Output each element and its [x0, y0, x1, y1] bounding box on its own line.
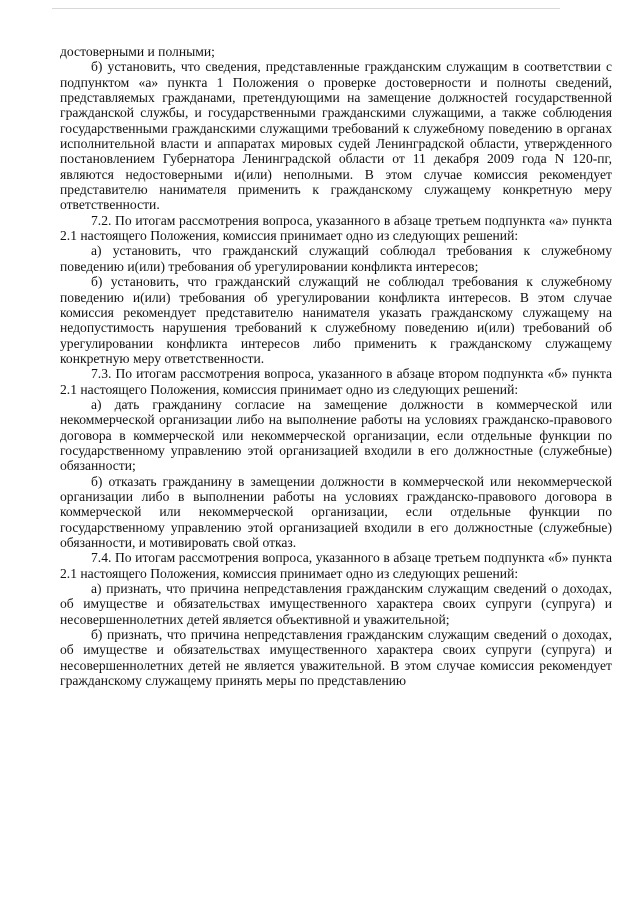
- paragraph-7-3-a: а) дать гражданину согласие на замещение должности в коммерческой или некоммерческой организации либо на выполнение работы на условиях гражданско-правового договора в коммерческой или некоммерческой организации, если отдельные функции по государственному управлению этой организацией входили в его должностные (служебные) обязанности;: [60, 396, 612, 474]
- scan-top-rule: [52, 8, 560, 9]
- paragraph-7-3: 7.3. По итогам рассмотрения вопроса, указанного в абзаце втором подпункта «б» пункта 2.1 настоящего Положения, комиссия принимает одно из следующих решений:: [60, 366, 612, 397]
- paragraph-7-3-b: б) отказать гражданину в замещении должности в коммерческой или некоммерческой организации либо в выполнении работы на условиях гражданско-правового договора в коммерческой или некоммерческой организации, если отдельные функции по государственному управлению этой организацией входили в его должностные (служебные) обязанности, и мотивировать свой отказ.: [60, 473, 612, 550]
- paragraph-7-4: 7.4. По итогам рассмотрения вопроса, указанного в абзаце третьем подпункта «б» пункта 2.1 настоящего Положения, комиссия принимает одно из следующих решений:: [60, 550, 612, 581]
- paragraph-7-4-a: а) признать, что причина непредставления гражданским служащим сведений о доходах, об имуществе и обязательствах имущественного характера своих супруги (супруга) и несовершеннолетних детей является объективной и уважительной;: [60, 581, 612, 627]
- paragraph-continuation: достоверными и полными;: [60, 44, 215, 59]
- paragraph-7-2-b: б) установить, что гражданский служащий не соблюдал требования к служебному поведению и(или) требования об урегулировании конфликта интересов. В этом случае комиссия рекомендует представителю нанимателя указать гражданскому служащему на недопустимость нарушения требований к служебному поведению и(или) требований об урегулировании конфликта интересов либо применить к гражданскому служащему конкретную меру ответственности.: [60, 274, 612, 366]
- paragraph-item-b: б) установить, что сведения, представленные гражданским служащим в соответствии с подпунктом «а» пункта 1 Положения о проверке достоверности и полноты сведений, представляемых гражданами, претендующими на замещение должностей государственной гражданской службы, и государственными гражданскими служащими, а также соблюдения государственными гражданскими служащими требований к служебному поведению в органах исполнительной власти и аппаратах мировых судей Ленинградской области, утвержденного постановлением Губернатора Ленинградской области от 11 декабря 2009 года N 120-пг, являются недостоверными и(или) неполными. В этом случае комиссия рекомендует представителю нанимателя применить к гражданскому служащему конкретную меру ответственности.: [60, 59, 612, 213]
- paragraph-7-2: 7.2. По итогам рассмотрения вопроса, указанного в абзаце третьем подпункта «а» пункта 2.1 настоящего Положения, комиссия принимает одно из следующих решений:: [60, 212, 612, 244]
- paragraph-7-2-a: а) установить, что гражданский служащий соблюдал требования к служебному поведению и(или) требования об урегулировании конфликта интересов;: [60, 243, 612, 274]
- paragraph-7-4-b: б) признать, что причина непредставления гражданским служащим сведений о доходах, об имуществе и обязательствах имущественного характера своих супруги (супруга) и несовершеннолетних детей не является уважительной. В этом случае комиссия рекомендует гражданскому служащему принять меры по представлению: [60, 627, 612, 689]
- document-text-body: [60, 44, 612, 688]
